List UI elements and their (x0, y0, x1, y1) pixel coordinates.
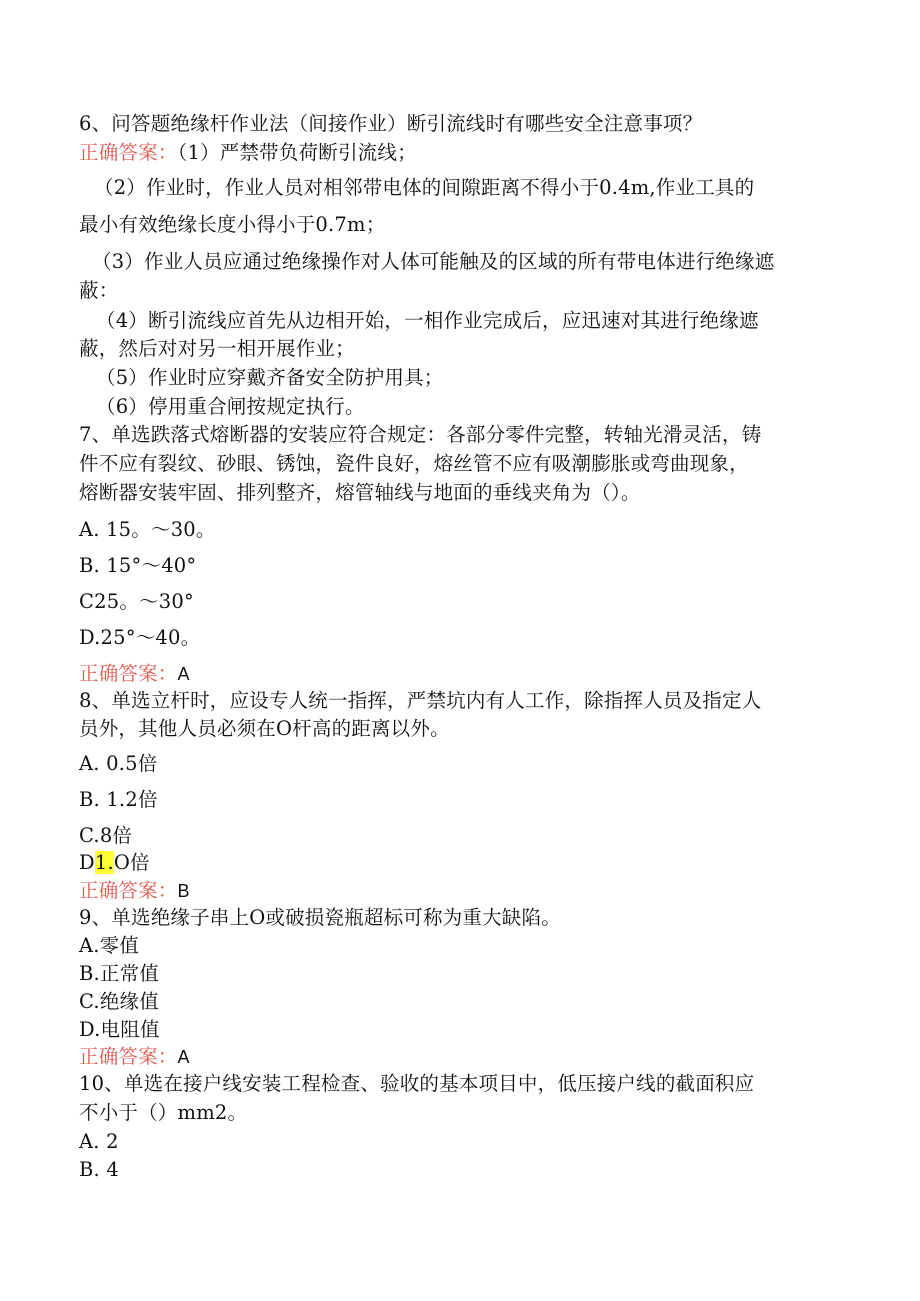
q8-option-a: A. 0.5倍 (79, 752, 158, 775)
q8-answer-label: 正确答案： (79, 879, 178, 902)
q9-answer-value: A (177, 1047, 190, 1067)
q8-answer-row (79, 879, 190, 903)
q6-point-4b: 蔽，然后对对另一相开展作业； (79, 337, 355, 360)
q6-point-4a: （4）断引流线应首先从边相开始，一相作业完成后，应迅速对其进行绝缘遮 (96, 309, 759, 332)
q7-option-c: C25。～30° (79, 590, 194, 613)
q6-point-2b: 最小有效绝缘长度小得小于0.7m； (79, 213, 386, 236)
q9-option-d: D.电阻值 (79, 1018, 160, 1041)
q6-point-3b: 蔽： (79, 279, 119, 302)
q7-option-a: A. 15。～30。 (79, 518, 216, 541)
q9-line-1: 9、单选绝缘子串上O或破损瓷瓶超标可称为重大缺陷。 (79, 906, 561, 929)
q8-option-d-suffix: O倍 (113, 851, 150, 874)
q7-answer-row (79, 662, 190, 686)
q6-point-3a: （3）作业人员应通过绝缘操作对人体可能触及的区域的所有带电体进行绝缘遮 (92, 250, 775, 273)
q9-answer-label: 正确答案： (79, 1045, 178, 1068)
q7-answer-label: 正确答案： (79, 662, 178, 685)
q6-point-1: （1）严禁带负荷断引流线； (177, 141, 417, 164)
q7-line-2: 件不应有裂纹、砂眼、锈蚀，瓷件良好，熔丝管不应有吸潮膨胀或弯曲现象， (79, 452, 749, 475)
q10-line-1: 10、单选在接户线安装工程检查、验收的基本项目中，低压接户线的截面积应 (79, 1072, 755, 1095)
q7-line-1: 7、单选跌落式熔断器的安装应符合规定：各部分零件完整，转轴光滑灵活，铸 (79, 423, 762, 446)
q10-option-b: B. 4 (79, 1158, 119, 1181)
q9-option-a: A.零值 (79, 934, 140, 957)
q8-answer-value: B (177, 881, 190, 901)
q8-line-1: 8、单选立杆时，应设专人统一指挥，严禁坑内有人工作，除指挥人员及指定人 (79, 689, 762, 712)
q8-option-d-prefix: D (79, 851, 95, 874)
q6-title: 6、问答题绝缘杆作业法（间接作业）断引流线时有哪些安全注意事项？ (79, 112, 703, 135)
q6-answer-row (79, 141, 417, 165)
q10-line-2: 不小于（）mm2。 (79, 1101, 248, 1124)
q9-option-c: C.绝缘值 (79, 990, 159, 1013)
q10-option-a: A. 2 (79, 1130, 119, 1153)
q9-option-b: B.正常值 (79, 962, 160, 985)
q6-point-2a: （2）作业时，作业人员对相邻带电体的间隙距离不得小于0.4m,作业工具的 (94, 176, 755, 199)
q6-point-6: （6）停用重合闸按规定执行。 (96, 395, 365, 418)
q7-option-b: B. 15°～40° (79, 554, 197, 577)
q6-answer-label: 正确答案： (79, 141, 178, 164)
q9-answer-row (79, 1045, 190, 1069)
q6-point-5: （5）作业时应穿戴齐备安全防护用具； (96, 366, 444, 389)
q8-option-d (79, 851, 150, 875)
q8-option-c: C.8倍 (79, 824, 133, 847)
q7-answer-value: A (177, 664, 190, 684)
q7-line-3: 熔断器安装牢固、排列整齐，熔管轴线与地面的垂线夹角为（）。 (79, 481, 641, 504)
q7-option-d: D.25°～40。 (79, 626, 201, 649)
q8-option-b: B. 1.2倍 (79, 788, 158, 811)
q8-line-2: 员外，其他人员必须在O杆高的距离以外。 (79, 717, 450, 740)
q8-option-d-highlight: 1. (94, 851, 114, 874)
